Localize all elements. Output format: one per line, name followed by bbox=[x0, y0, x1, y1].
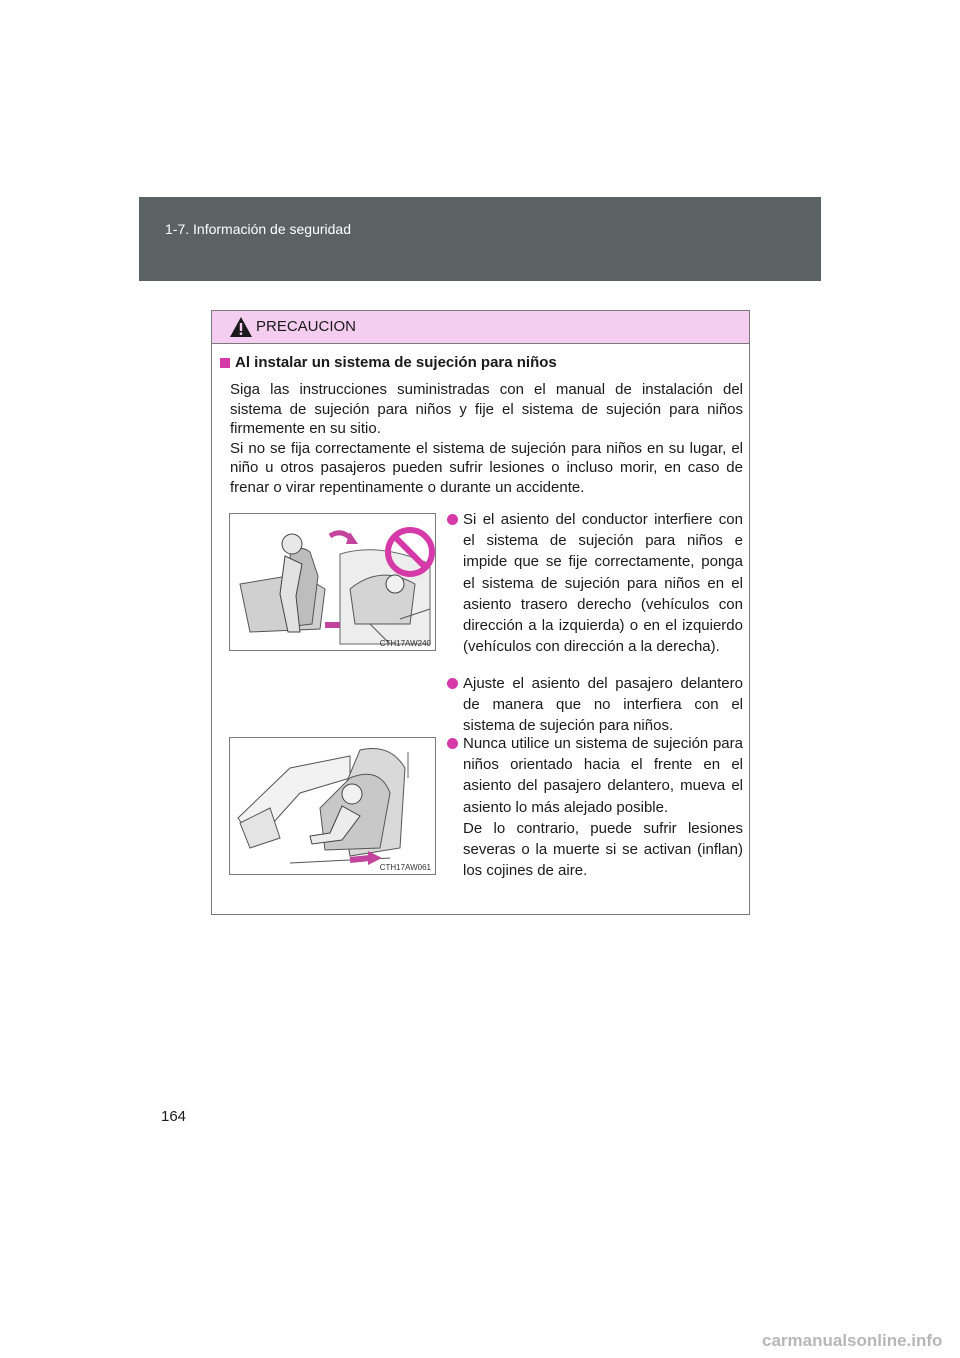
child-seat-illustration bbox=[230, 738, 435, 874]
caution-title: PRECAUCION bbox=[256, 318, 357, 335]
figure-code: CTH17AW240 bbox=[379, 639, 431, 648]
bullet-text: Ajuste el asiento del pasajero delantero de manera que no interfiera con el sistema de sujeción para niños. bbox=[463, 675, 743, 735]
caution-box bbox=[211, 310, 750, 915]
page-number: 164 bbox=[161, 1108, 187, 1125]
figure-code: CTH17AW061 bbox=[379, 863, 431, 872]
bullet-text: Nunca utilice un sistema de sujeción para niños orientado hacia el frente en el asiento del pasajero delantero, mueva el asiento lo más alejado posible. bbox=[463, 735, 743, 816]
bullet-item bbox=[447, 733, 743, 881]
section-title: Al instalar un sistema de sujeción para niños bbox=[235, 354, 557, 371]
paragraph-line: Si no se fija correctamente el sistema de sujeción para niños en su lugar, el niño u otros pasajeros pueden sufrir lesiones o incluso morir, en caso de frenar o virar repentinamente o durante un accidente. bbox=[230, 439, 743, 496]
bullet-item bbox=[447, 509, 743, 657]
paragraph-line: Siga las instrucciones suministradas con el manual de instalación del sistema de sujeción para niños y fije el sistema de sujeción para niños firmemente en su sitio. bbox=[230, 381, 743, 438]
bullet-text: Si el asiento del conductor interfiere con el sistema de sujeción para niños e impide que se fije correctamente, ponga el sistema de sujeción para niños en el asiento trasero derecho (vehículos con dirección a la izquierda) o en el izquierdo (vehículos con dirección a la derecha). bbox=[463, 511, 743, 656]
warning-icon bbox=[229, 316, 253, 338]
chapter-header bbox=[139, 197, 821, 281]
round-bullet-icon bbox=[447, 678, 458, 689]
watermark: carmanualsonline.info bbox=[762, 1331, 943, 1350]
section-heading bbox=[220, 354, 557, 371]
figure-front-passenger-seat bbox=[229, 737, 436, 875]
seat-interference-illustration bbox=[230, 514, 435, 650]
caution-paragraph bbox=[230, 380, 743, 498]
bullet-text: De lo contrario, puede sufrir lesiones severas o la muerte si se activan (inflan) los cojines de aire. bbox=[463, 819, 743, 880]
bullet-item bbox=[447, 673, 743, 737]
caution-header bbox=[212, 311, 749, 344]
chapter-title: 1-7. Información de seguridad bbox=[165, 221, 351, 237]
round-bullet-icon bbox=[447, 514, 458, 525]
round-bullet-icon bbox=[447, 738, 458, 749]
square-bullet-icon bbox=[220, 358, 230, 368]
figure-driver-seat-interference bbox=[229, 513, 436, 651]
